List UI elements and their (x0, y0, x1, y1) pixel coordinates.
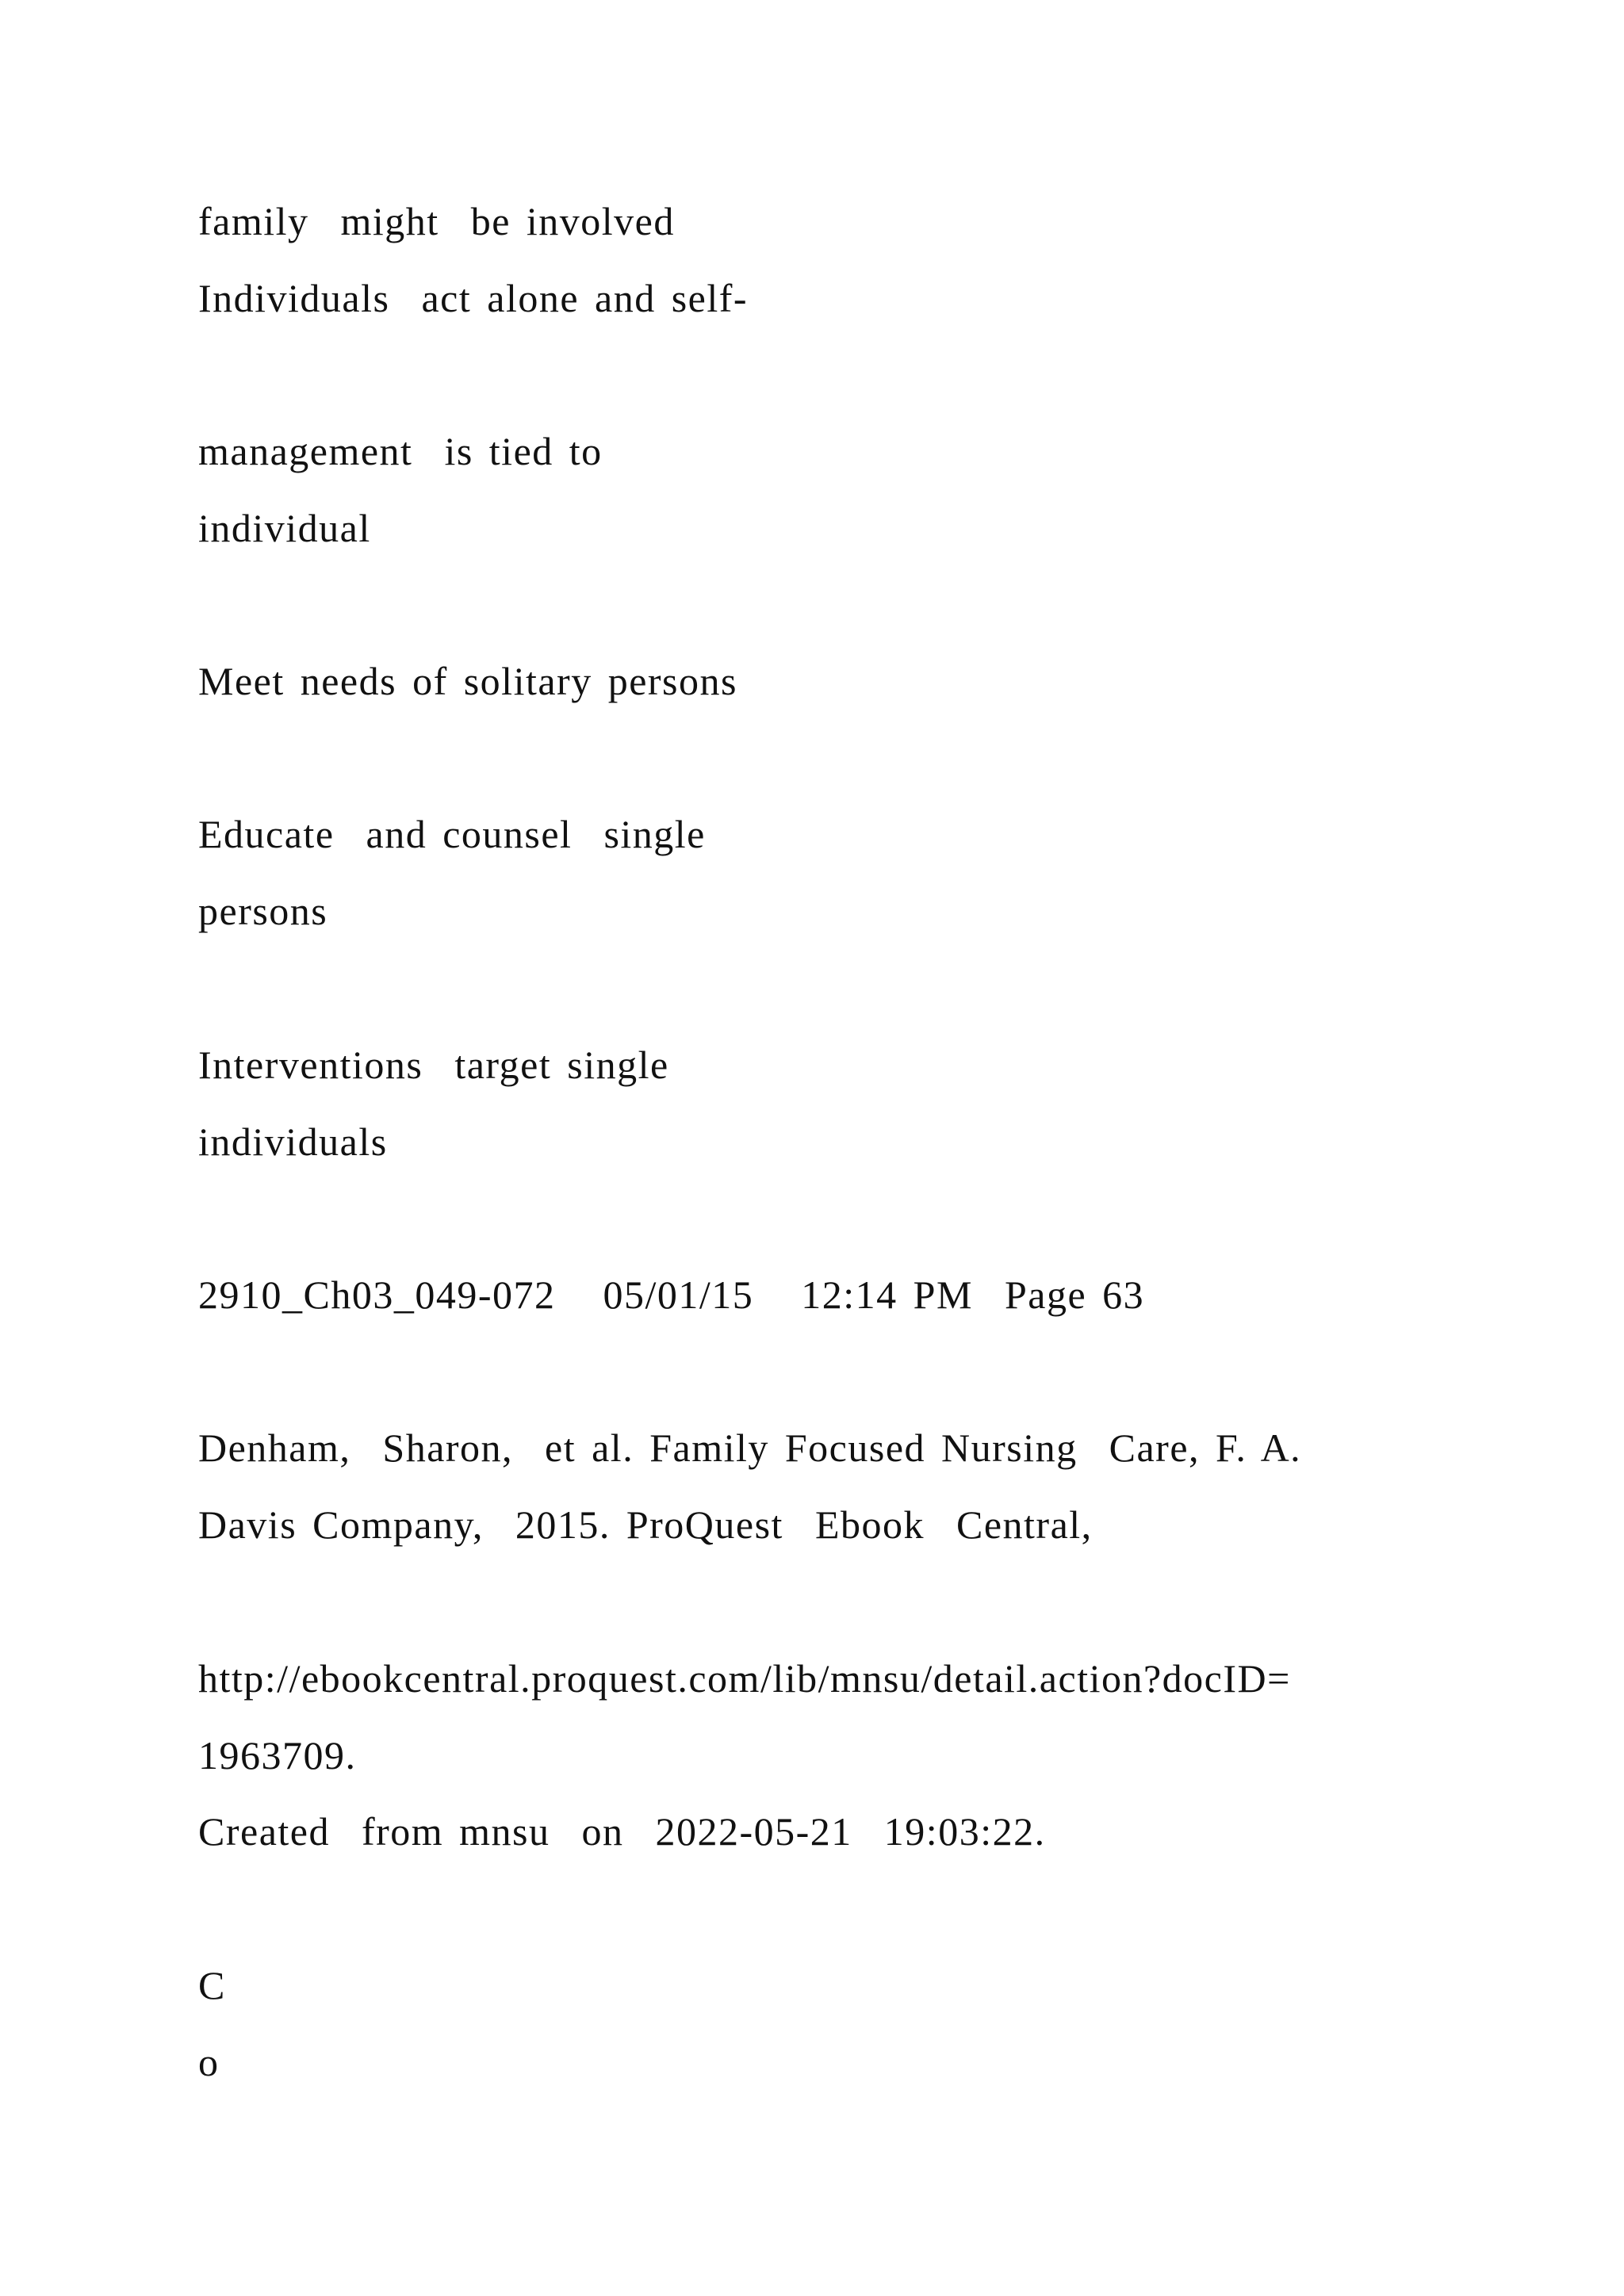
text-line: individual (198, 506, 371, 550)
created-line: Created from mnsu on 2022-05-21 19:03:22. (198, 1809, 1046, 1854)
text-line: Individuals act alone and self- (198, 276, 749, 320)
text-line: C (198, 1963, 226, 2007)
text-line: o (198, 2040, 220, 2084)
text-line: Educate and counsel single (198, 812, 706, 856)
citation-url: http://ebookcentral.proquest.com/lib/mnsu/detail.action?docID= (198, 1656, 1291, 1701)
citation-line: Davis Company, 2015. ProQuest Ebook Central, (198, 1502, 1093, 1547)
text-line: individuals (198, 1119, 388, 1164)
text-line: Interventions target single (198, 1043, 669, 1087)
citation-line: Denham, Sharon, et al. Family Focused Nursing Care, F. A. (198, 1425, 1302, 1470)
citation-url: 1963709. (198, 1733, 357, 1777)
text-line: management is tied to (198, 429, 603, 473)
text-line: Meet needs of solitary persons (198, 659, 737, 703)
page-header-line: 2910_Ch03_049-072 05/01/15 12:14 PM Page 63 (198, 1272, 1145, 1317)
text-line: family might be involved (198, 199, 675, 243)
text-line: persons (198, 889, 328, 933)
